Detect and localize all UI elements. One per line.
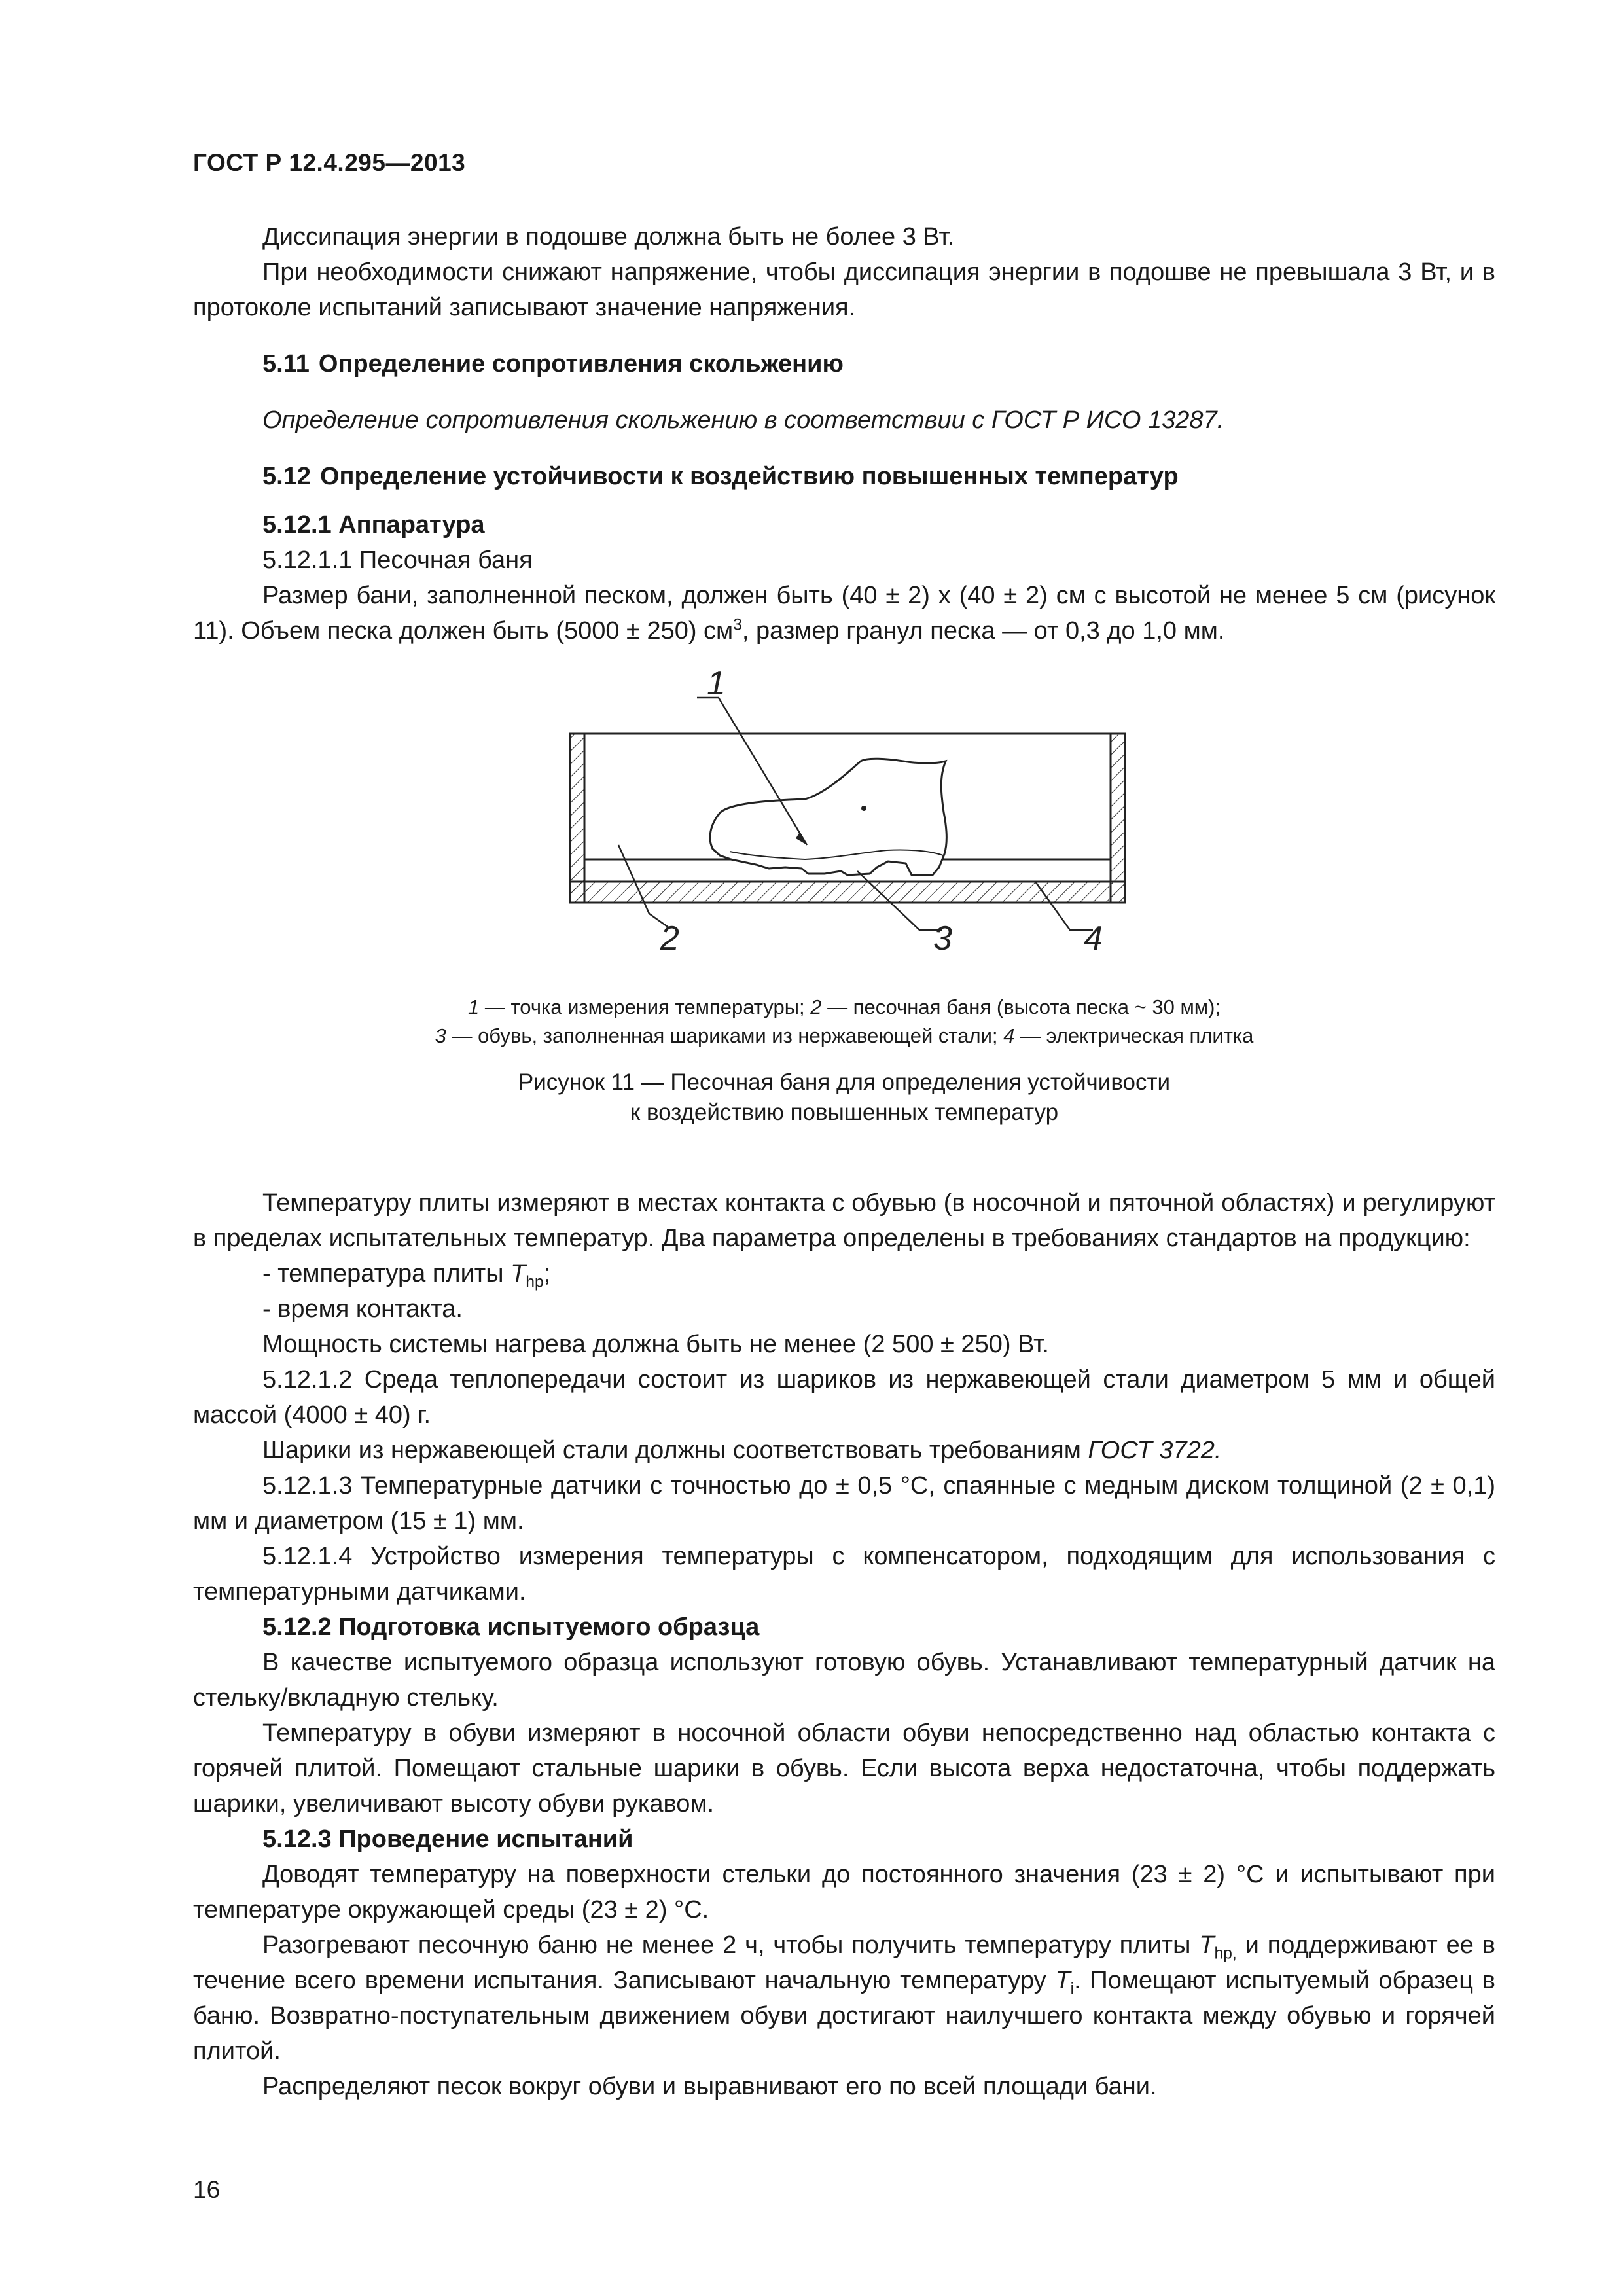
legend-text: — песочная баня (высота песка ~ 30 мм); [821,996,1221,1018]
callout-3: 3 [933,920,952,958]
symbol-T: T [1199,1931,1215,1959]
subscript: hp, [1214,1945,1237,1963]
paragraph: Доводят температуру на поверхности стельки до постоянного значения (23 ± 2) °С и испытывают при температуре окружающей среды (23 ± 2) °С. [193,1861,1495,1924]
text-run: Размер бани, заполненной песком, должен быть (40 ± 2) х (40 ± 2) см с высотой не менее 5 см (рисунок 11). Объем песка должен быть (5000 ± 250) см [193,582,1495,645]
legend-number: 1 [467,996,480,1018]
legend-line-2 [193,1022,1495,1050]
paragraph: 5.12.1.3 Температурные датчики с точностью до ± 0,5 °С, спаянные с медным диском толщиной (2 ± 0,1) мм и диаметром (15 ± 1) мм. [193,1472,1495,1535]
section-number: 5.12 [262,463,311,490]
subsection-heading-5-12-3: 5.12.3 Проведение испытаний [262,1825,633,1853]
callout-4: 4 [1084,920,1103,958]
paragraph: Распределяют песок вокруг обуви и выравнивают его по всей площади бани. [262,2073,1157,2100]
section-heading-5-11 [193,346,1495,382]
text-run: . Помещают испытуемый образец в баню. Возвратно-поступательным движением обуви достигают наилучшего контакта между обувью и горячей плитой. [193,1967,1495,2065]
paragraph: Диссипация энергии в подошве должна быть не более 3 Вт. [262,223,955,251]
subscript: i [1070,1980,1075,1998]
section-number: 5.11 [262,350,310,378]
list-item [193,1256,1495,1291]
paragraph: При необходимости снижают напряжение, чтобы диссипация энергии в подошве не превышала 3 Вт, и в протоколе испытаний записывают значение напряжения. [193,259,1495,321]
legend-text: — точка измерения температуры; [479,996,811,1018]
paragraph: Мощность системы нагрева должна быть не менее (2 500 ± 250) Вт. [262,1331,1049,1358]
paragraph: Температуру плиты измеряют в местах контакта с обувью (в носочной и пяточной областях) и регулируют в пределах испытательных температур. Два параметра определены в требованиях стандартов на продукцию: [193,1189,1495,1252]
paragraph [193,1928,1495,2069]
symbol-T: T [1055,1967,1071,1994]
legend-number: 2 [810,996,822,1018]
paragraph: 5.12.1.2 Среда теплопередачи состоит из шариков из нержавеющей стали диаметром 5 мм и общей массой (4000 ± 40) г. [193,1366,1495,1429]
paragraph: В качестве испытуемого образца используют готовую обувь. Устанавливают температурный датчик на стельку/вкладную стельку. [193,1649,1495,1712]
text-run: , размер гранул песка — от 0,3 до 1,0 мм. [741,617,1225,645]
subsection-heading-5-12-2: 5.12.2 Подготовка испытуемого образца [262,1613,760,1641]
text-run: и поддерживают ее в течение всего времени испытания. Записывают начальную температуру [193,1931,1495,1994]
figure-title-line-2: к воздействию повышенных температур [630,1100,1059,1125]
paragraph: Температуру в обуви измеряют в носочной области обуви непосредственно над областью контакта с горячей плитой. Помещают стальные шарики в обувь. Если высота верха недостаточна, чтобы поддержать шарики, увеличивают высоту обуви рукавом. [193,1719,1495,1818]
paragraph: Определение сопротивления скольжению в соответствии с ГОСТ Р ИСО 13287. [262,406,1224,434]
boot-shape [710,759,946,875]
figure-legend [193,993,1495,1050]
callout-1: 1 [707,664,726,702]
legend-number: 4 [1003,1024,1015,1047]
page-number: 16 [193,2176,221,2203]
text-run: Шарики из нержавеющей стали должны соответствовать требованиям [262,1437,1088,1464]
figure-title-line-1: Рисунок 11 — Песочная баня для определения устойчивости [518,1069,1171,1095]
page-content [193,219,1495,2104]
callout-2: 2 [660,920,679,958]
superscript: 3 [733,616,742,634]
symbol-T: T [510,1260,526,1287]
paragraph [193,1433,1495,1468]
paragraph: 5.12.1.1 Песочная баня [262,547,533,574]
text-run: ; [543,1260,551,1287]
figure-caption [193,1067,1495,1128]
text-run: Разогревают песочную баню не менее 2 ч, чтобы получить температуру плиты [262,1931,1200,1959]
text-run: - температура плиты [262,1260,511,1287]
section-heading-5-12 [193,459,1495,494]
section-title: Определение сопротивления скольжению [318,350,844,378]
subscript: hp [526,1273,544,1291]
subsection-heading-5-12-1: 5.12.1 Аппаратура [262,511,485,539]
figure-11 [193,649,1495,1185]
legend-text: — электрическая плитка [1014,1024,1254,1047]
list-item: - время контакта. [262,1295,463,1323]
legend-line-1 [193,993,1495,1022]
document-code-header: ГОСТ Р 12.4.295—2013 [193,149,466,176]
legend-number: 3 [435,1024,446,1047]
standard-reference: ГОСТ 3722. [1088,1437,1222,1464]
paragraph [193,578,1495,649]
paragraph: 5.12.1.4 Устройство измерения температуры с компенсатором, подходящим для использования с температурными датчиками. [193,1543,1495,1605]
sand-bath-diagram [193,649,1495,1015]
section-title: Определение устойчивости к воздействию повышенных температур [319,463,1179,490]
legend-text: — обувь, заполненная шариками из нержавеющей стали; [446,1024,1004,1047]
